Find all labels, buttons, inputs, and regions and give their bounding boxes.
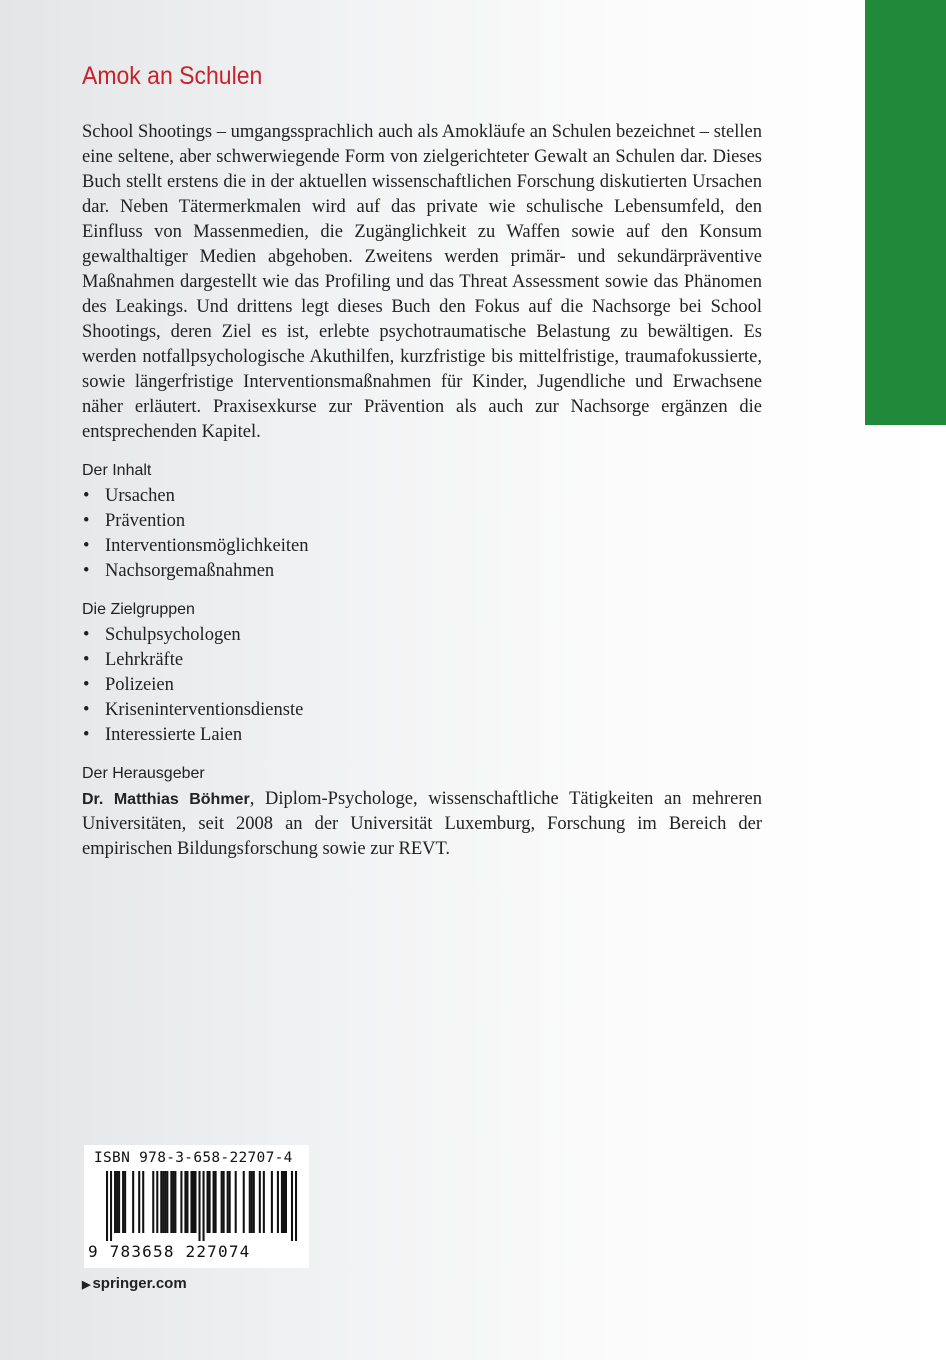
- list-item-text: Interventionsmöglichkeiten: [105, 536, 309, 556]
- bullet-dot-icon: •: [83, 700, 90, 720]
- barcode-guard-bar: [110, 1171, 112, 1241]
- publisher-link-text: springer.com: [92, 1275, 187, 1292]
- bullet-dot-icon: •: [83, 536, 90, 556]
- barcode-bar: [180, 1171, 182, 1233]
- bullet-dot-icon: •: [83, 675, 90, 695]
- barcode-bar: [285, 1171, 287, 1233]
- barcode-bar: [243, 1171, 245, 1233]
- list-item: [82, 723, 762, 748]
- barcode-bar: [174, 1171, 176, 1233]
- barcode-bar: [207, 1171, 209, 1233]
- book-title: Amok an Schulen: [82, 62, 263, 90]
- barcode-bar: [114, 1171, 116, 1233]
- list-item: [82, 559, 762, 584]
- bullet-dot-icon: •: [83, 561, 90, 581]
- list-item-text: Interessierte Laien: [105, 725, 243, 745]
- isbn-label: ISBN 978-3-658-22707-4: [94, 1150, 293, 1166]
- barcode-bar: [160, 1171, 162, 1233]
- herausgeber-heading: Der Herausgeber: [82, 765, 205, 782]
- zielgruppen-list: [82, 623, 762, 748]
- barcode-bar: [170, 1171, 172, 1233]
- barcode-bar: [162, 1171, 164, 1233]
- barcode-bar: [132, 1171, 134, 1233]
- barcode-bar: [184, 1171, 186, 1233]
- zielgruppen-heading: Die Zielgruppen: [82, 601, 195, 618]
- barcode-bar: [223, 1171, 225, 1233]
- barcode-bar: [186, 1171, 188, 1233]
- barcode-bar: [209, 1171, 211, 1233]
- list-item: [82, 648, 762, 673]
- back-cover-content: [82, 120, 762, 862]
- barcode-bars: [94, 1171, 299, 1241]
- barcode-guard-bar: [198, 1171, 200, 1241]
- list-item-text: Polizeien: [105, 675, 174, 695]
- barcode-guard-bar: [291, 1171, 293, 1241]
- list-item-text: Kriseninterventionsdienste: [105, 700, 304, 720]
- editor-bio-text: , Diplom-Psychologe, wissenschaftliche Tätigkeiten an mehreren Universitäten, seit 2008 an der Universität Luxemburg, Forschung im Bereich der empirischen Bildungsforschung sowie zur REVT.: [82, 789, 762, 859]
- editor-bio: [82, 787, 762, 862]
- list-item: [82, 673, 762, 698]
- list-item-text: Nachsorgemaßnahmen: [105, 561, 275, 581]
- barcode-bar: [235, 1171, 237, 1233]
- bullet-dot-icon: •: [83, 511, 90, 531]
- barcode-bar: [229, 1171, 231, 1233]
- barcode-bar: [263, 1171, 265, 1233]
- barcode-bar: [116, 1171, 118, 1233]
- bullet-dot-icon: •: [83, 725, 90, 745]
- barcode-bar: [213, 1171, 215, 1233]
- inhalt-list: [82, 484, 762, 584]
- list-item-text: Lehrkräfte: [105, 650, 184, 670]
- publisher-link[interactable]: [82, 1275, 187, 1292]
- barcode-guard-bar: [203, 1171, 205, 1241]
- barcode-bar: [194, 1171, 196, 1233]
- barcode-bar: [192, 1171, 194, 1233]
- triangle-arrow-icon: ▶: [82, 1279, 91, 1291]
- barcode-guard-bar: [106, 1171, 108, 1241]
- list-item: [82, 484, 762, 509]
- barcode-bar: [221, 1171, 223, 1233]
- list-item: [82, 698, 762, 723]
- spine-color-bar: [865, 0, 946, 425]
- inhalt-heading: Der Inhalt: [82, 462, 152, 479]
- list-item-text: Schulpsychologen: [105, 625, 241, 645]
- barcode-bar: [166, 1171, 168, 1233]
- barcode-bar: [283, 1171, 285, 1233]
- barcode-bar: [190, 1171, 192, 1233]
- barcode-bar: [253, 1171, 255, 1233]
- barcode-bar: [156, 1171, 158, 1233]
- book-description: School Shootings – umgangssprachlich auch als Amokläufe an Schulen bezeichnet – stellen eine seltene, aber schwerwiegende Form von zielgerichteter Gewalt an Schulen dar. Dieses Buch stellt erstens die in der aktuellen wissenschaftlichen Forschung diskutierten Ursachen dar. Neben Tätermerkmalen wird auf das private wie schulische Lebensumfeld, den Einfluss von Massenmedien, die Zugänglichkeit zu Waffen sowie auf den Konsum gewalthaltiger Medien abgehoben. Zweitens werden primär- und sekundärpräventive Maßnahmen dargestellt wie das Profiling und das Threat Assessment sowie das Phänomen des Leakings. Und drittens legt dieses Buch den Fokus auf die Nachsorge bei School Shootings, deren Ziel es ist, erlebte psychotraumatische Belastung zu bewältigen. Es werden notfallpsychologische Akuthilfen, kurzfristige bis mittelfristige, traumafokussierte, sowie längerfristige Interventionsmaßnahmen für Kinder, Jugendliche und Erwachsene näher erläutert. Praxisexkurse zur Prävention als auch zur Nachsorge ergänzen die entsprechenden Kapitel.: [82, 122, 762, 442]
- list-item: [82, 509, 762, 534]
- bullet-dot-icon: •: [83, 486, 90, 506]
- barcode-bar: [142, 1171, 144, 1233]
- barcode-bar: [124, 1171, 126, 1233]
- list-item-text: Prävention: [105, 511, 186, 531]
- barcode-bar: [122, 1171, 124, 1233]
- bullet-dot-icon: •: [83, 650, 90, 670]
- list-item-text: Ursachen: [105, 486, 175, 506]
- barcode-guard-bar: [295, 1171, 297, 1241]
- bullet-dot-icon: •: [83, 625, 90, 645]
- barcode-bar: [172, 1171, 174, 1233]
- barcode-bar: [152, 1171, 154, 1233]
- barcode-bar: [227, 1171, 229, 1233]
- list-item: [82, 534, 762, 559]
- editor-name: Dr. Matthias Böhmer: [82, 791, 250, 808]
- barcode-bar: [118, 1171, 120, 1233]
- isbn-barcode: [84, 1145, 309, 1268]
- barcode-bar: [215, 1171, 217, 1233]
- barcode-bar: [281, 1171, 283, 1233]
- barcode-bar: [164, 1171, 166, 1233]
- barcode-bar: [251, 1171, 253, 1233]
- barcode-bar: [249, 1171, 251, 1233]
- barcode-bar: [277, 1171, 279, 1233]
- barcode-bar: [138, 1171, 140, 1233]
- ean-digits: 9 783658 227074: [88, 1242, 251, 1261]
- barcode-bar: [259, 1171, 261, 1233]
- list-item: [82, 623, 762, 648]
- barcode-bar: [271, 1171, 273, 1233]
